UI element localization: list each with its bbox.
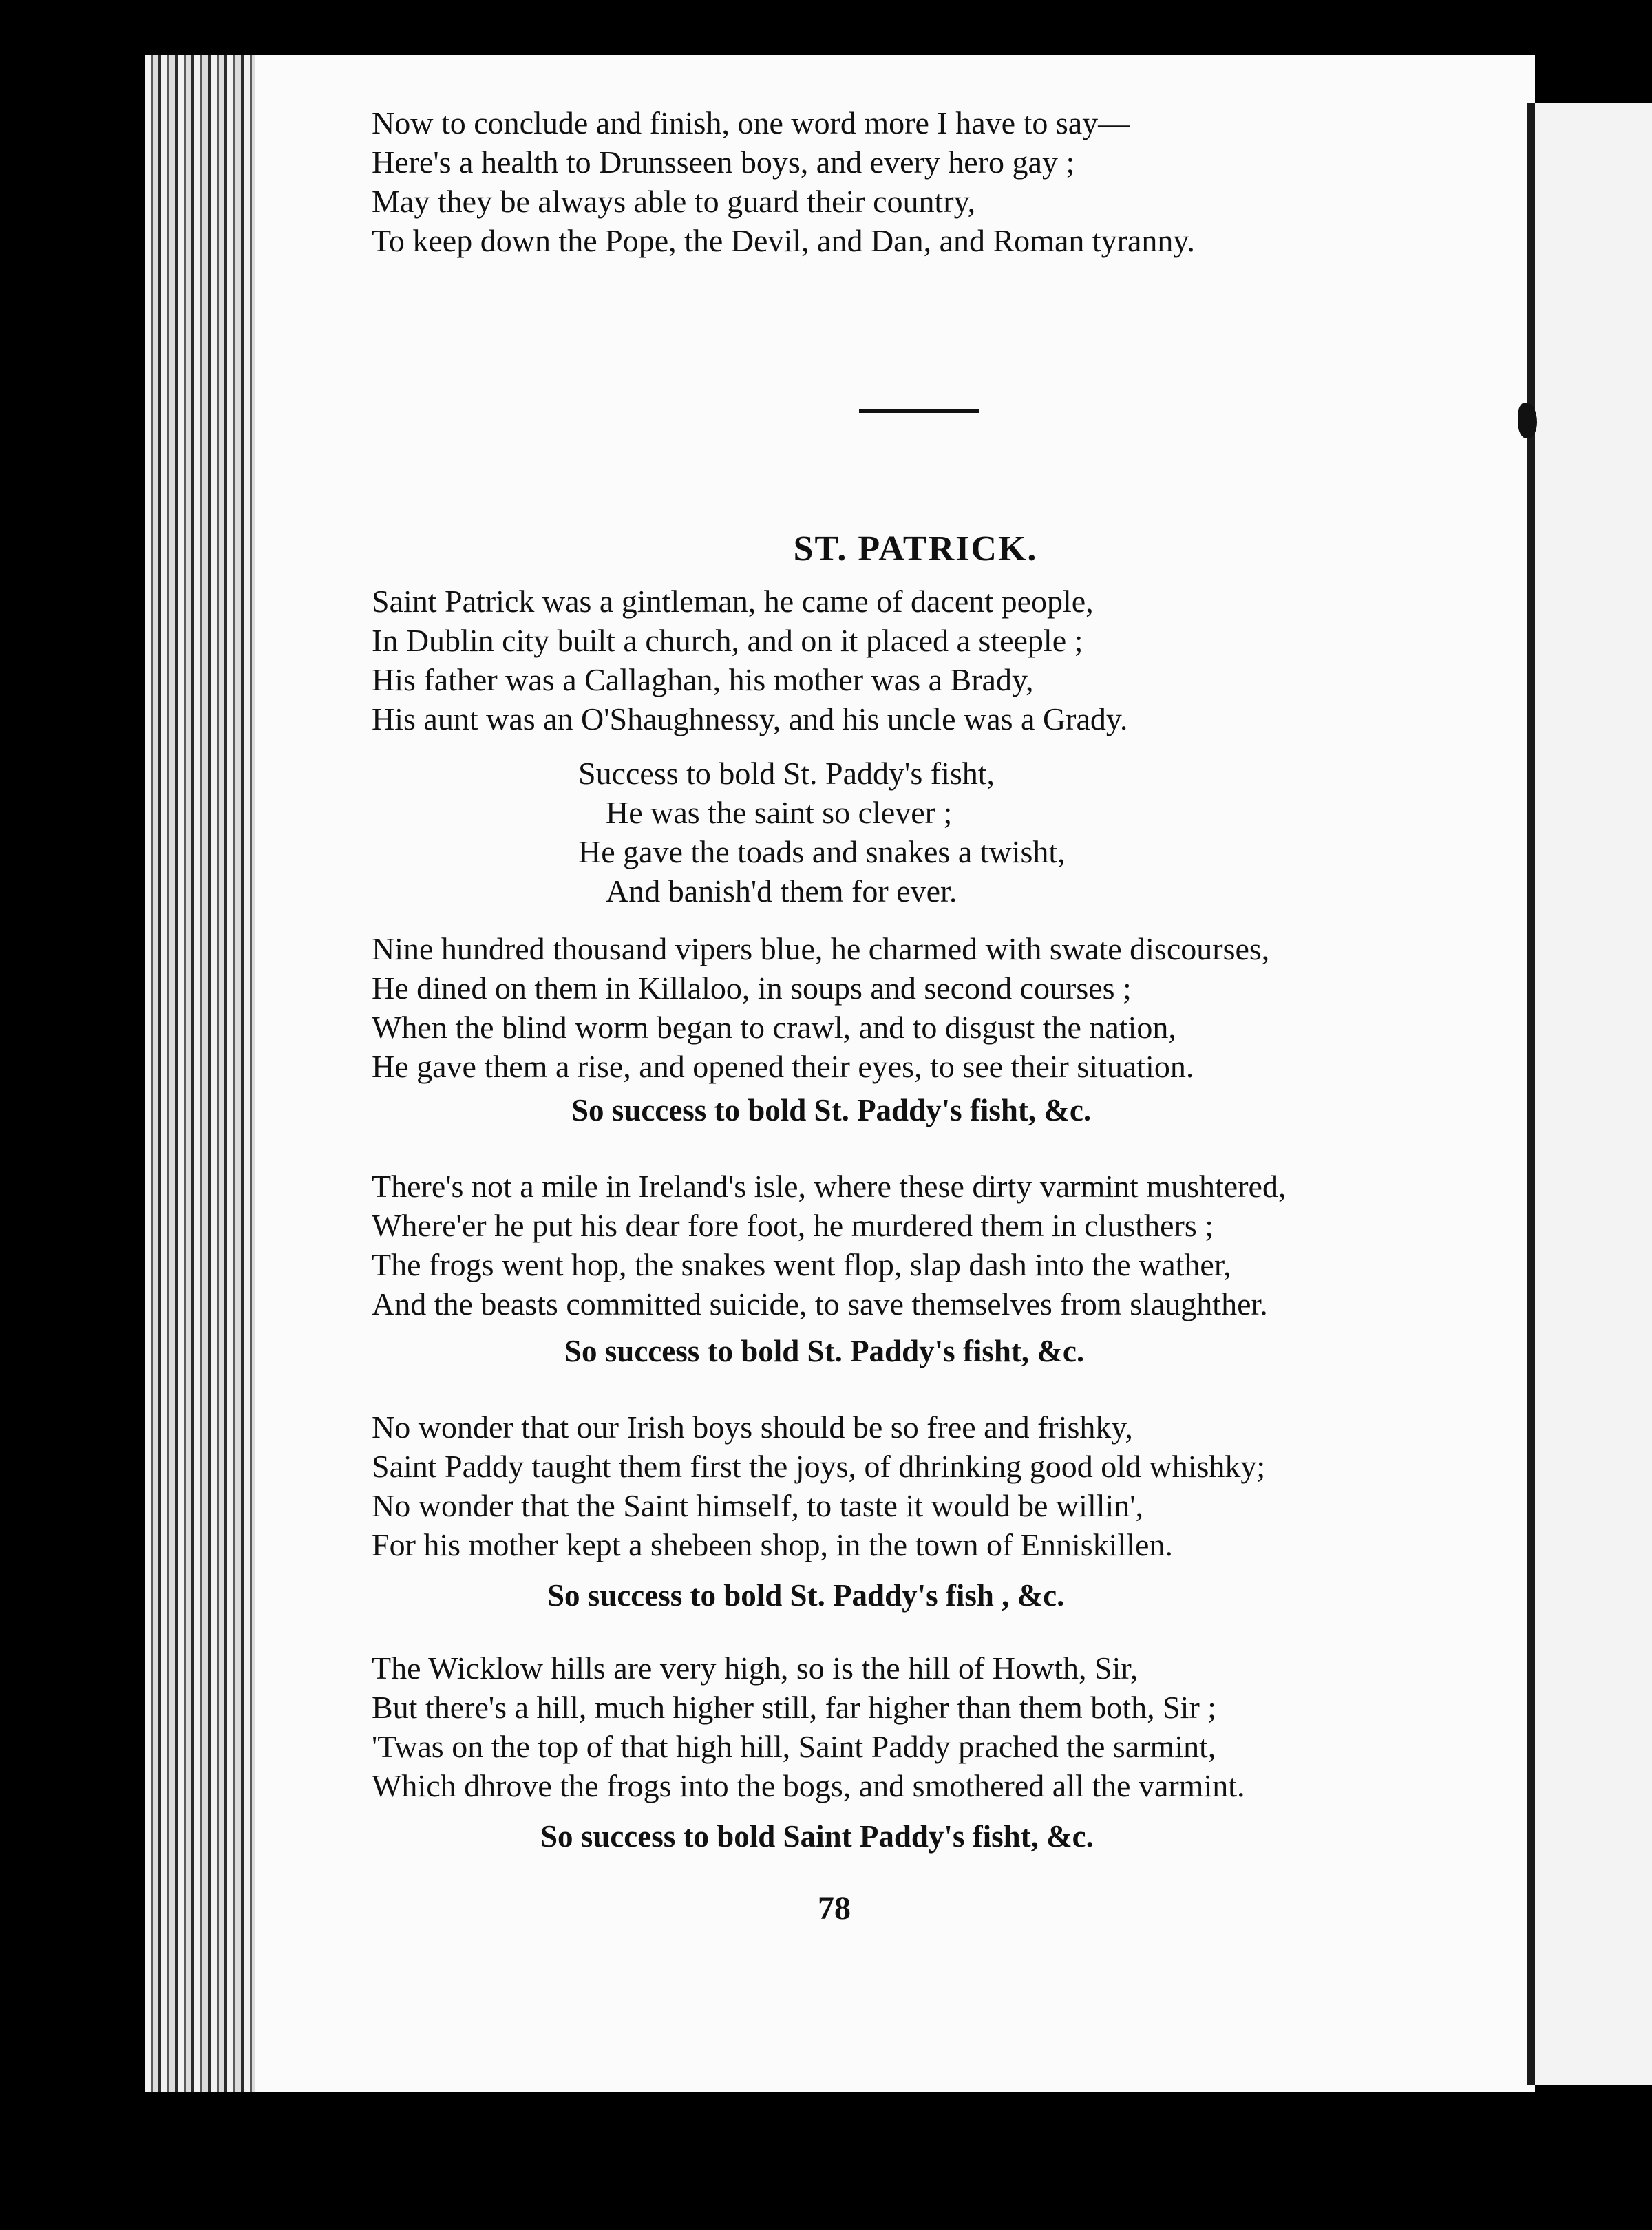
chorus-line: Success to bold St. Paddy's fisht,	[578, 756, 995, 791]
verse-line: The frogs went hop, the snakes went flop, slap dash into the wather,	[372, 1247, 1231, 1282]
page-number: 78	[818, 1890, 851, 1926]
verse-line: 'Twas on the top of that high hill, Saint Paddy prached the sarmint,	[372, 1729, 1216, 1764]
chorus	[578, 754, 1198, 911]
refrain: So success to bold St. Paddy's fisht, &c.	[571, 1093, 1092, 1127]
book-gutter	[1527, 103, 1535, 2085]
verse-line: To keep down the Pope, the Devil, and Dan, and Roman tyranny.	[372, 223, 1195, 258]
verse-line: No wonder that our Irish boys should be so free and frishky,	[372, 1410, 1133, 1445]
verse-line: Saint Patrick was a gintleman, he came of dacent people,	[372, 584, 1094, 619]
verse-line: There's not a mile in Ireland's isle, where these dirty varmint mushtered,	[372, 1169, 1286, 1204]
chorus-line: And banish'd them for ever.	[606, 873, 957, 909]
verse-line: Where'er he put his dear fore foot, he murdered them in clusthers ;	[372, 1208, 1214, 1243]
verse-line: In Dublin city built a church, and on it placed a steeple ;	[372, 623, 1083, 658]
verse-line: But there's a hill, much higher still, far higher than them both, Sir ;	[372, 1690, 1217, 1725]
verse-line: Nine hundred thousand vipers blue, he charmed with swate discourses,	[372, 931, 1270, 966]
verse-line: For his mother kept a shebeen shop, in the town of Enniskillen.	[372, 1527, 1173, 1562]
chorus-line: He was the saint so clever ;	[606, 795, 953, 830]
refrain: So success to bold St. Paddy's fish , &c.	[547, 1578, 1065, 1613]
verse-line: When the blind worm began to crawl, and to disgust the nation,	[372, 1010, 1176, 1045]
verse-line: Now to conclude and finish, one word more I have to say—	[372, 105, 1130, 140]
stanza-4	[372, 1408, 1446, 1564]
stanza-1	[372, 582, 1446, 739]
verse-line: His aunt was an O'Shaughnessy, and his uncle was a Grady.	[372, 701, 1128, 736]
verse-line: No wonder that the Saint himself, to taste it would be willin',	[372, 1488, 1144, 1523]
verse-line: He dined on them in Killaloo, in soups and second courses ;	[372, 970, 1132, 1006]
verse-line: Here's a health to Drunsseen boys, and every hero gay ;	[372, 145, 1075, 180]
verse-line: Which dhrove the frogs into the bogs, and smothered all the varmint.	[372, 1768, 1245, 1803]
song-title: ST. PATRICK.	[793, 529, 1038, 569]
chorus-line: He gave the toads and snakes a twisht,	[578, 834, 1066, 869]
verse-line: His father was a Callaghan, his mother was a Brady,	[372, 662, 1034, 697]
stanza-2	[372, 929, 1446, 1086]
stanza-3	[372, 1167, 1446, 1324]
verse-line: The Wicklow hills are very high, so is the hill of Howth, Sir,	[372, 1650, 1139, 1686]
stanza-5	[372, 1648, 1446, 1805]
facing-page-edge	[1535, 103, 1652, 2085]
section-divider	[859, 409, 979, 413]
verse-line: Saint Paddy taught them first the joys, of dhrinking good old whishky;	[372, 1449, 1266, 1484]
verse-line: And the beasts committed suicide, to save themselves from slaughther.	[372, 1286, 1268, 1321]
previous-song-final-stanza	[372, 103, 1446, 260]
refrain: So success to bold Saint Paddy's fisht, &c.	[540, 1819, 1094, 1854]
verse-line: May they be always able to guard their country,	[372, 184, 976, 219]
page-edge-strips	[145, 55, 262, 2092]
verse-line: He gave them a rise, and opened their eyes, to see their situation.	[372, 1049, 1194, 1084]
refrain: So success to bold St. Paddy's fisht, &c.	[564, 1334, 1085, 1368]
